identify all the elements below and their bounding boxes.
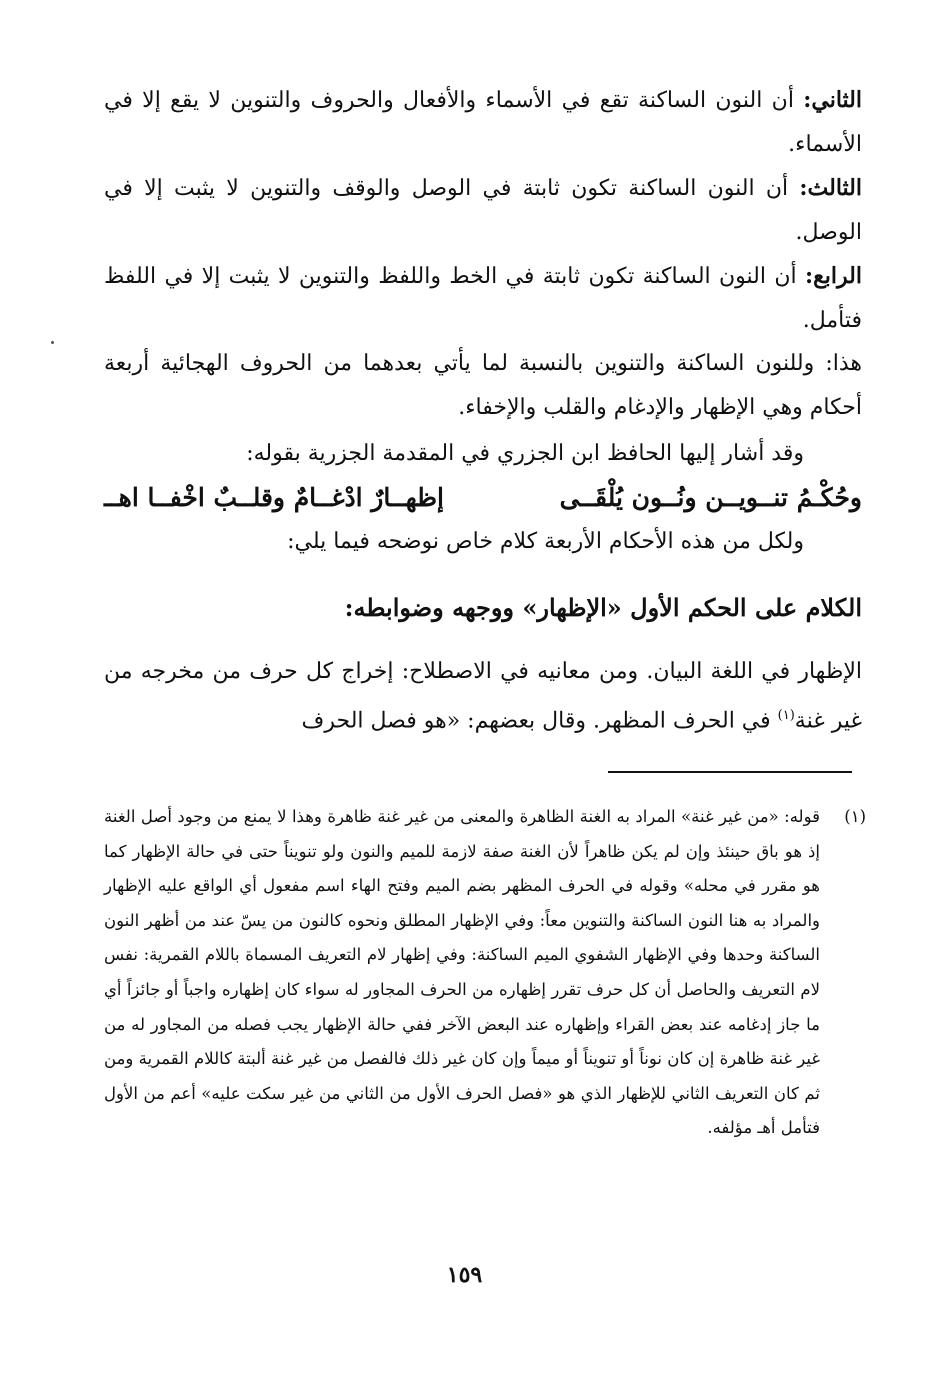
verse-intro-line: وقد أشار إليها الحافظ ابن الجزري في المقدمة الجزرية بقوله:	[246, 441, 804, 466]
closing-line: ولكل من هذه الأحكام الأربعة كلام خاص نوضحه فيما يلي:	[287, 529, 804, 554]
paragraph-lead: الثالث:	[799, 175, 862, 201]
paragraph-lead: الثاني:	[803, 87, 862, 113]
scan-speck	[51, 341, 54, 344]
paragraph-second	[104, 78, 862, 167]
section-heading: الكلام على الحكم الأول «الإظهار» ووجهه وضوابطه:	[344, 593, 862, 622]
paragraph-text: أن النون الساكنة تكون ثابتة في الخط واللفظ والتنوين لا يثبت إلا في اللفظ فتأمل.	[104, 264, 862, 333]
footnote-marker: (١)	[844, 807, 866, 826]
footnote-text: قوله: «من غير غنة» المراد به الغنة الظاهرة والمعنى من غير غنة ظاهرة وهذا لا يمنع من وجود أصل الغنة إذ هو باق حينئذ وإن لم يكن ظاهراً لأن الغنة صفة لازمة للميم والنون ولو تنويناً حتى في حالة الإظهار كما هو مقرر في محله» وقوله في الحرف المظهر بضم الميم وفتح الهاء اسم مفعول أي الواقع عليه الإظهار والمراد به هنا النون الساكنة والتنوين معاً: وفي الإظهار المطلق ونحوه كالنون من يسّ عند من أظهر النون الساكنة وحدها وفي الإظهار الشفوي الميم الساكنة: وفي إظهار لام التعريف المسماة باللام القمرية: نفس لام التعريف والحاصل أن كل حرف تقرر إظهاره من الحرف المجاور له سواء كان إظهاره واجباً أو جائزاً أي ما جاز إدغامه عند بعض القراء وإظهاره عند البعض الآخر ففي حالة الإظهار يجب فصله من المجاور له من غير غنة ظاهرة إن كان نوناً أو تنويناً أو ميماً وإن كان غير ذلك فالفصل من غير غنة ألبتة كاللام القمرية ومن ثم كان التعريف الثاني للإظهار الذي هو «فصل الحرف الأول من الثاني من غير سكت عليه» أعم من الأول فتأمل أهـ مؤلفه.	[104, 807, 820, 1138]
footnote-separator	[608, 771, 852, 773]
paragraph-third	[104, 166, 862, 255]
verse-hemistich-second: إظهــارٌ ادْغــامٌ وقلــبٌ اخْفــا اهــ	[104, 483, 445, 512]
footnote-reference: (١)	[777, 708, 795, 723]
paragraph-fourth	[104, 254, 862, 343]
page-number: ١٥٩	[446, 1262, 483, 1288]
verse-hemistich-first: وحُكْـمُ تنــويــن ونُــون يُلْقَــى	[559, 483, 862, 512]
paragraph-text: أن النون الساكنة تكون ثابتة في الوصل والوقف والتنوين لا يثبت إلا في الوصل.	[104, 176, 862, 245]
paragraph-text: في الحرف المظهر. وقال بعضهم: «هو فصل الحرف	[301, 708, 778, 734]
section-paragraph	[104, 650, 862, 743]
poem-verse	[104, 476, 862, 520]
paragraph-text: أن النون الساكنة تقع في الأسماء والأفعال والحروف والتنوين لا يقع إلا في الأسماء.	[104, 88, 862, 157]
paragraph-lead: الرابع:	[804, 263, 862, 289]
paragraph-text: هذا: وللنون الساكنة والتنوين بالنسبة لما يأتي بعدهما من الحروف الهجائية أربعة أحكام وهي الإظهار والإدغام والقلب والإخفاء.	[104, 351, 862, 420]
paragraph-rulings	[104, 342, 862, 430]
paragraph-text: الإظهار في اللغة البيان. ومن معانيه في الاصطلاح: إخراج كل حرف من مخرجه من غير غنة	[104, 659, 862, 734]
